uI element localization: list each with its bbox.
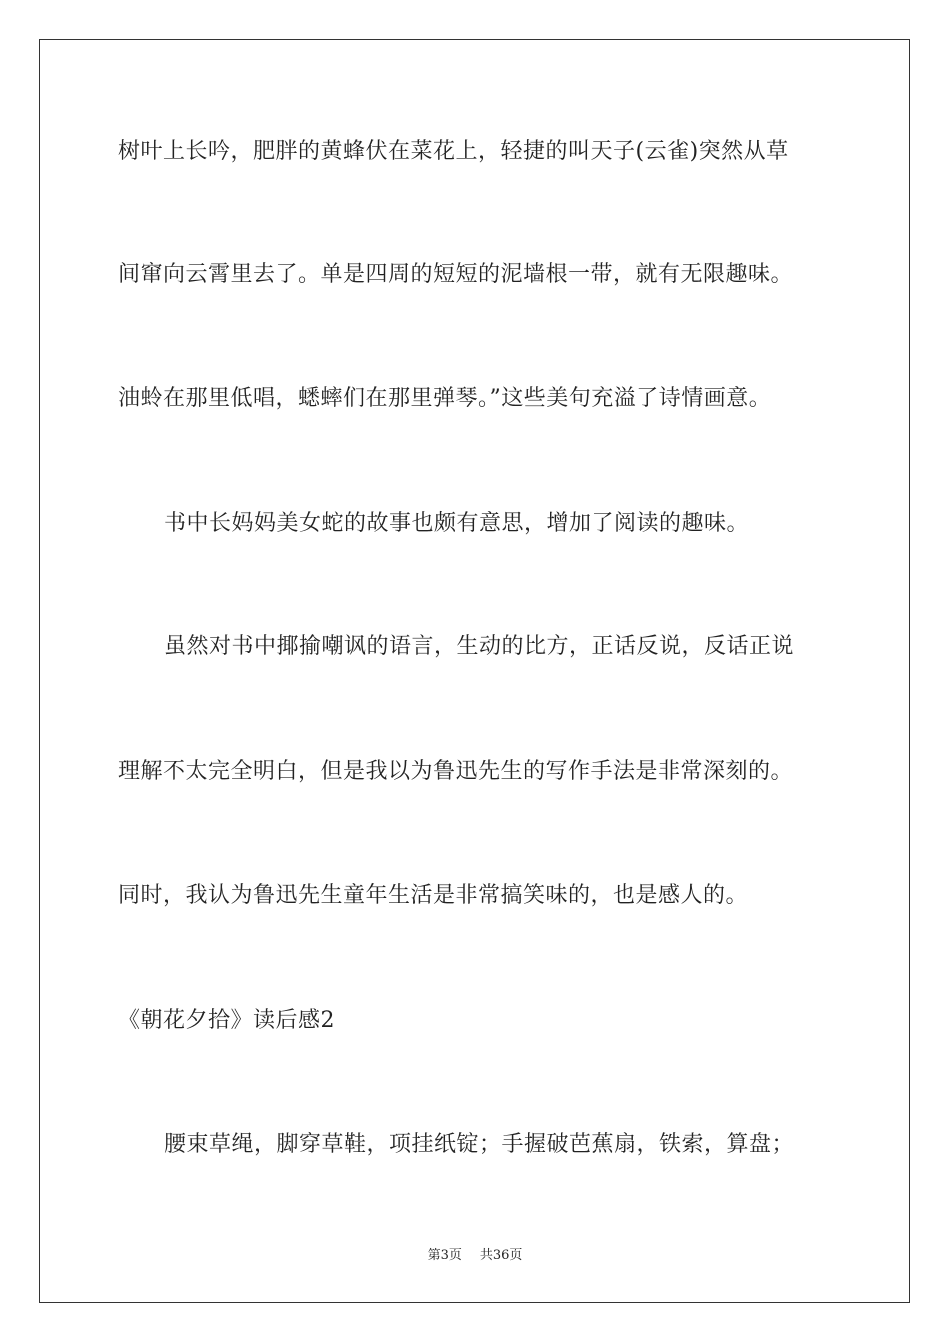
page-footer (0, 1247, 950, 1265)
paragraph-line: 树叶上长吟，肥胖的黄蜂伏在菜花上，轻捷的叫天子(云雀)突然从草 (118, 139, 789, 164)
page-border (39, 39, 910, 1303)
paragraph-line: 书中长妈妈美女蛇的故事也颇有意思，增加了阅读的趣味。 (164, 511, 750, 536)
page-number: 第3页 (427, 1248, 462, 1263)
page-total: 共36页 (479, 1248, 523, 1263)
paragraph-line: 间窜向云霄里去了。单是四周的短短的泥墙根一带，就有无限趣味。 (118, 262, 794, 287)
paragraph-line: 腰束草绳，脚穿草鞋，项挂纸锭；手握破芭蕉扇，铁索，算盘； (164, 1132, 795, 1157)
paragraph-line: 同时，我认为鲁迅先生童年生活是非常搞笑味的，也是感人的。 (118, 883, 749, 908)
paragraph-line: 油蛉在那里低唱，蟋蟀们在那里弹琴。”这些美句充溢了诗情画意。 (118, 386, 772, 411)
section-heading: 《朝花夕拾》读后感2 (118, 1008, 335, 1033)
paragraph-line: 虽然对书中揶揄嘲讽的语言，生动的比方，正话反说，反话正说 (164, 634, 795, 659)
paragraph-line: 理解不太完全明白，但是我以为鲁迅先生的写作手法是非常深刻的。 (118, 759, 794, 784)
